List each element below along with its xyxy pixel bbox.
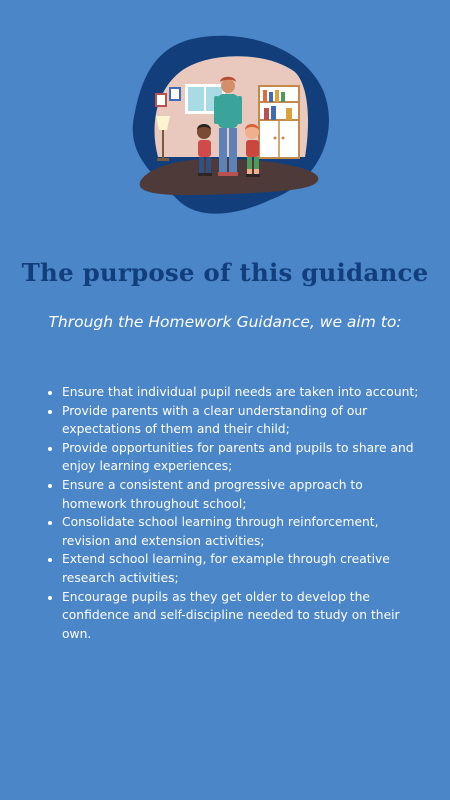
page-title: The purpose of this guidance — [21, 258, 429, 287]
parent-with-two-children-icon — [130, 32, 330, 222]
page-subtitle: Through the Homework Guidance, we aim to: — [48, 313, 402, 331]
aims-list-item: • Encourage pupils as they get older to develop the confidence and self-discipline needed to study on their own. — [62, 588, 422, 644]
aims-list — [45, 383, 422, 643]
aims-list-item: • Ensure a consistent and progressive approach to homework throughout school; — [62, 476, 422, 513]
aims-list-item: • Extend school learning, for example through creative research activities; — [62, 550, 422, 587]
aims-list-item: • Provide opportunities for parents and pupils to share and enjoy learning experiences; — [62, 439, 422, 476]
family-illustration — [130, 32, 330, 222]
aims-list-item: • Ensure that individual pupil needs are taken into account; — [62, 383, 422, 402]
aims-list-item: • Provide parents with a clear understanding of our expectations of them and their child; — [62, 402, 422, 439]
aims-list-item: • Consolidate school learning through reinforcement, revision and extension activities; — [62, 513, 422, 550]
